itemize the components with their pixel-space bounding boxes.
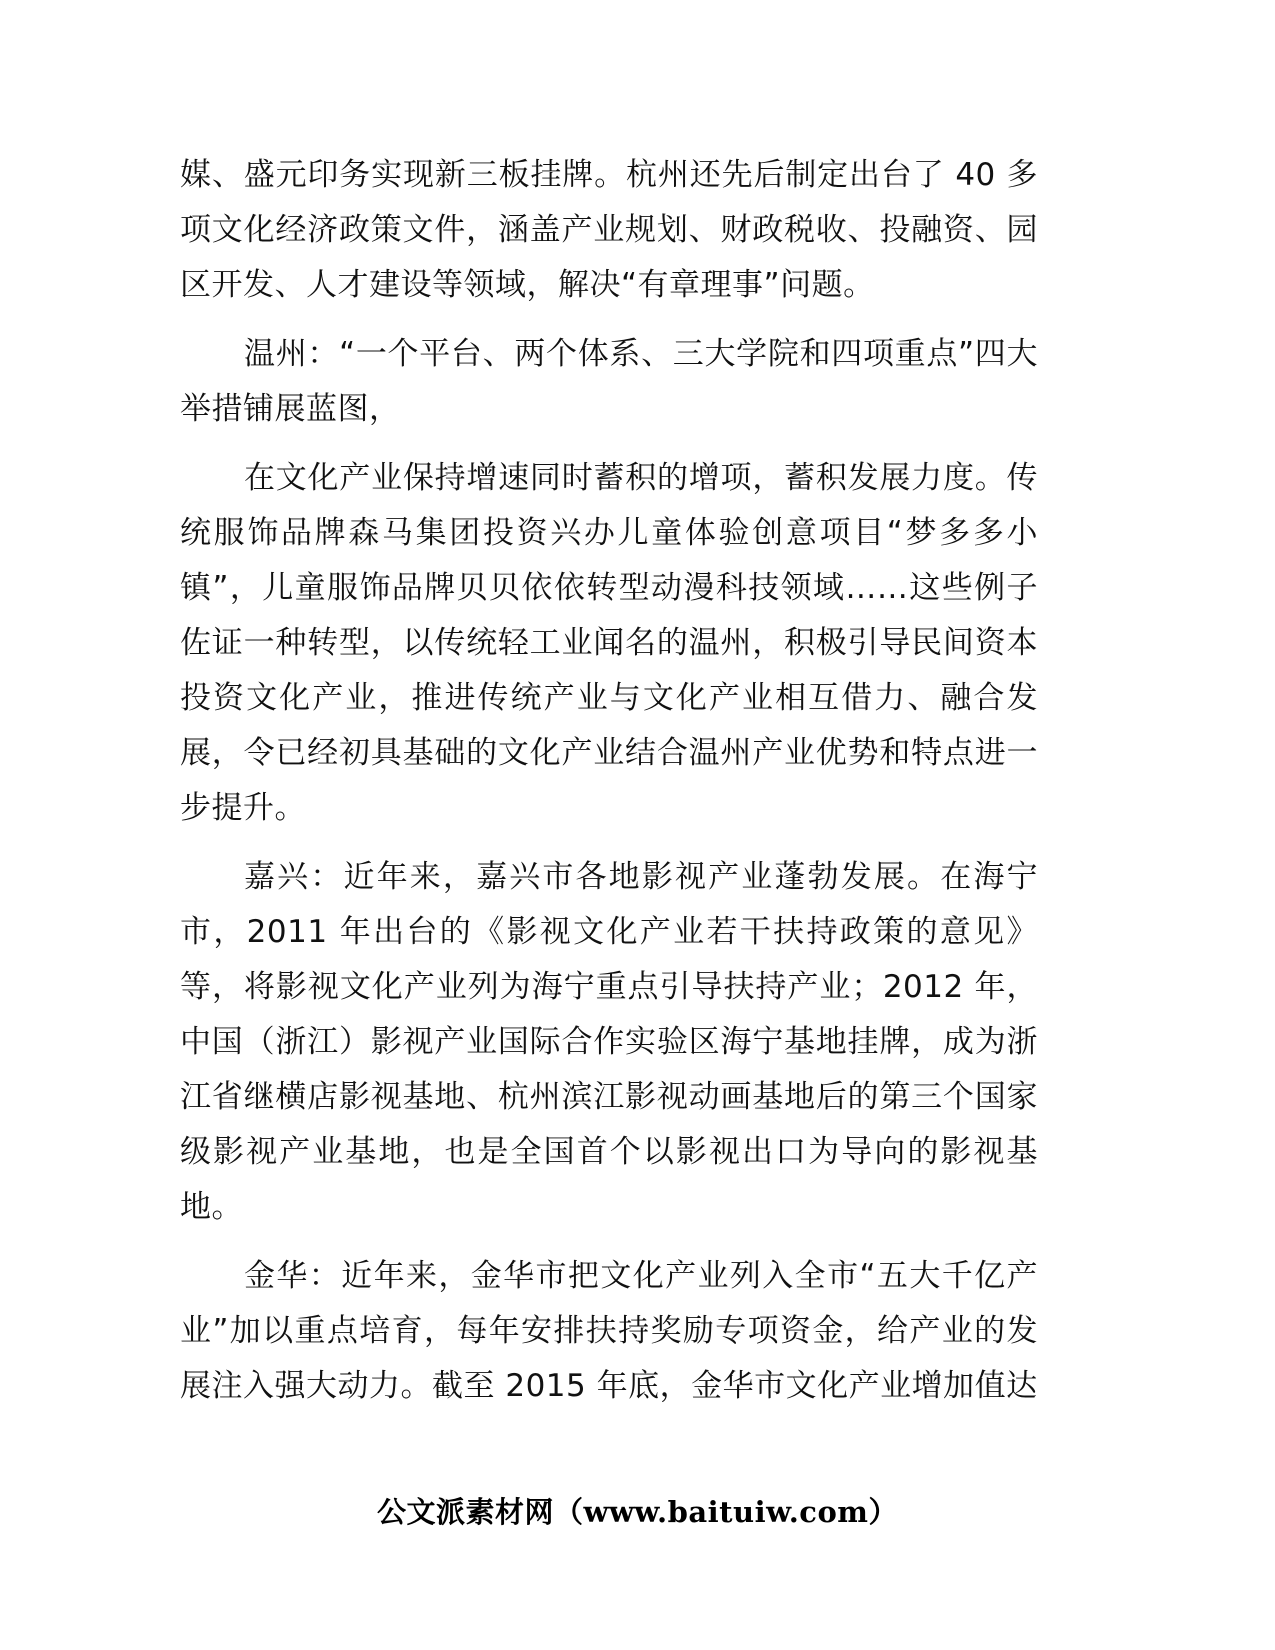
paragraph-jiaxing: 嘉兴：近年来，嘉兴市各地影视产业蓬勃发展。在海宁市，2011 年出台的《影视文化产业若干扶持政策的意见》等，将影视文化产业列为海宁重点引导扶持产业；2012 年，中国（浙江）影视产业国际合作实验区海宁基地挂牌，成为浙江省继横店影视基地、杭州滨江影视动画基地后的第三个国家级影视产业基地，也是全国首个以影视出口为导向的影视基地。 <box>180 859 1038 1225</box>
paragraph-hangzhou-continued: 媒、盛元印务实现新三板挂牌。杭州还先后制定出台了 40 多项文化经济政策文件，涵盖产业规划、财政税收、投融资、园区开发、人才建设等领域，解决“有章理事”问题。 <box>180 157 1038 303</box>
paragraph-jinhua: 金华：近年来，金华市把文化产业列入全市“五大千亿产业”加以重点培育，每年安排扶持奖励专项资金，给产业的发展注入强大动力。截至 2015 年底，金华市文化产业增加值达 <box>180 1258 1038 1404</box>
page-footer-watermark: 公文派素材网（www.baituiw.com） <box>377 1495 898 1529</box>
paragraph-wenzhou-heading: 温州：“一个平台、两个体系、三大学院和四项重点”四大举措铺展蓝图， <box>180 336 1038 427</box>
paragraph-wenzhou-detail: 在文化产业保持增速同时蓄积的增项，蓄积发展力度。传统服饰品牌森马集团投资兴办儿童体验创意项目“梦多多小镇”，儿童服饰品牌贝贝依依转型动漫科技领域……这些例子佐证一种转型，以传统轻工业闻名的温州，积极引导民间资本投资文化产业，推进传统产业与文化产业相互借力、融合发展，令已经初具基础的文化产业结合温州产业优势和特点进一步提升。 <box>180 460 1038 826</box>
document-body <box>180 148 1038 1414</box>
